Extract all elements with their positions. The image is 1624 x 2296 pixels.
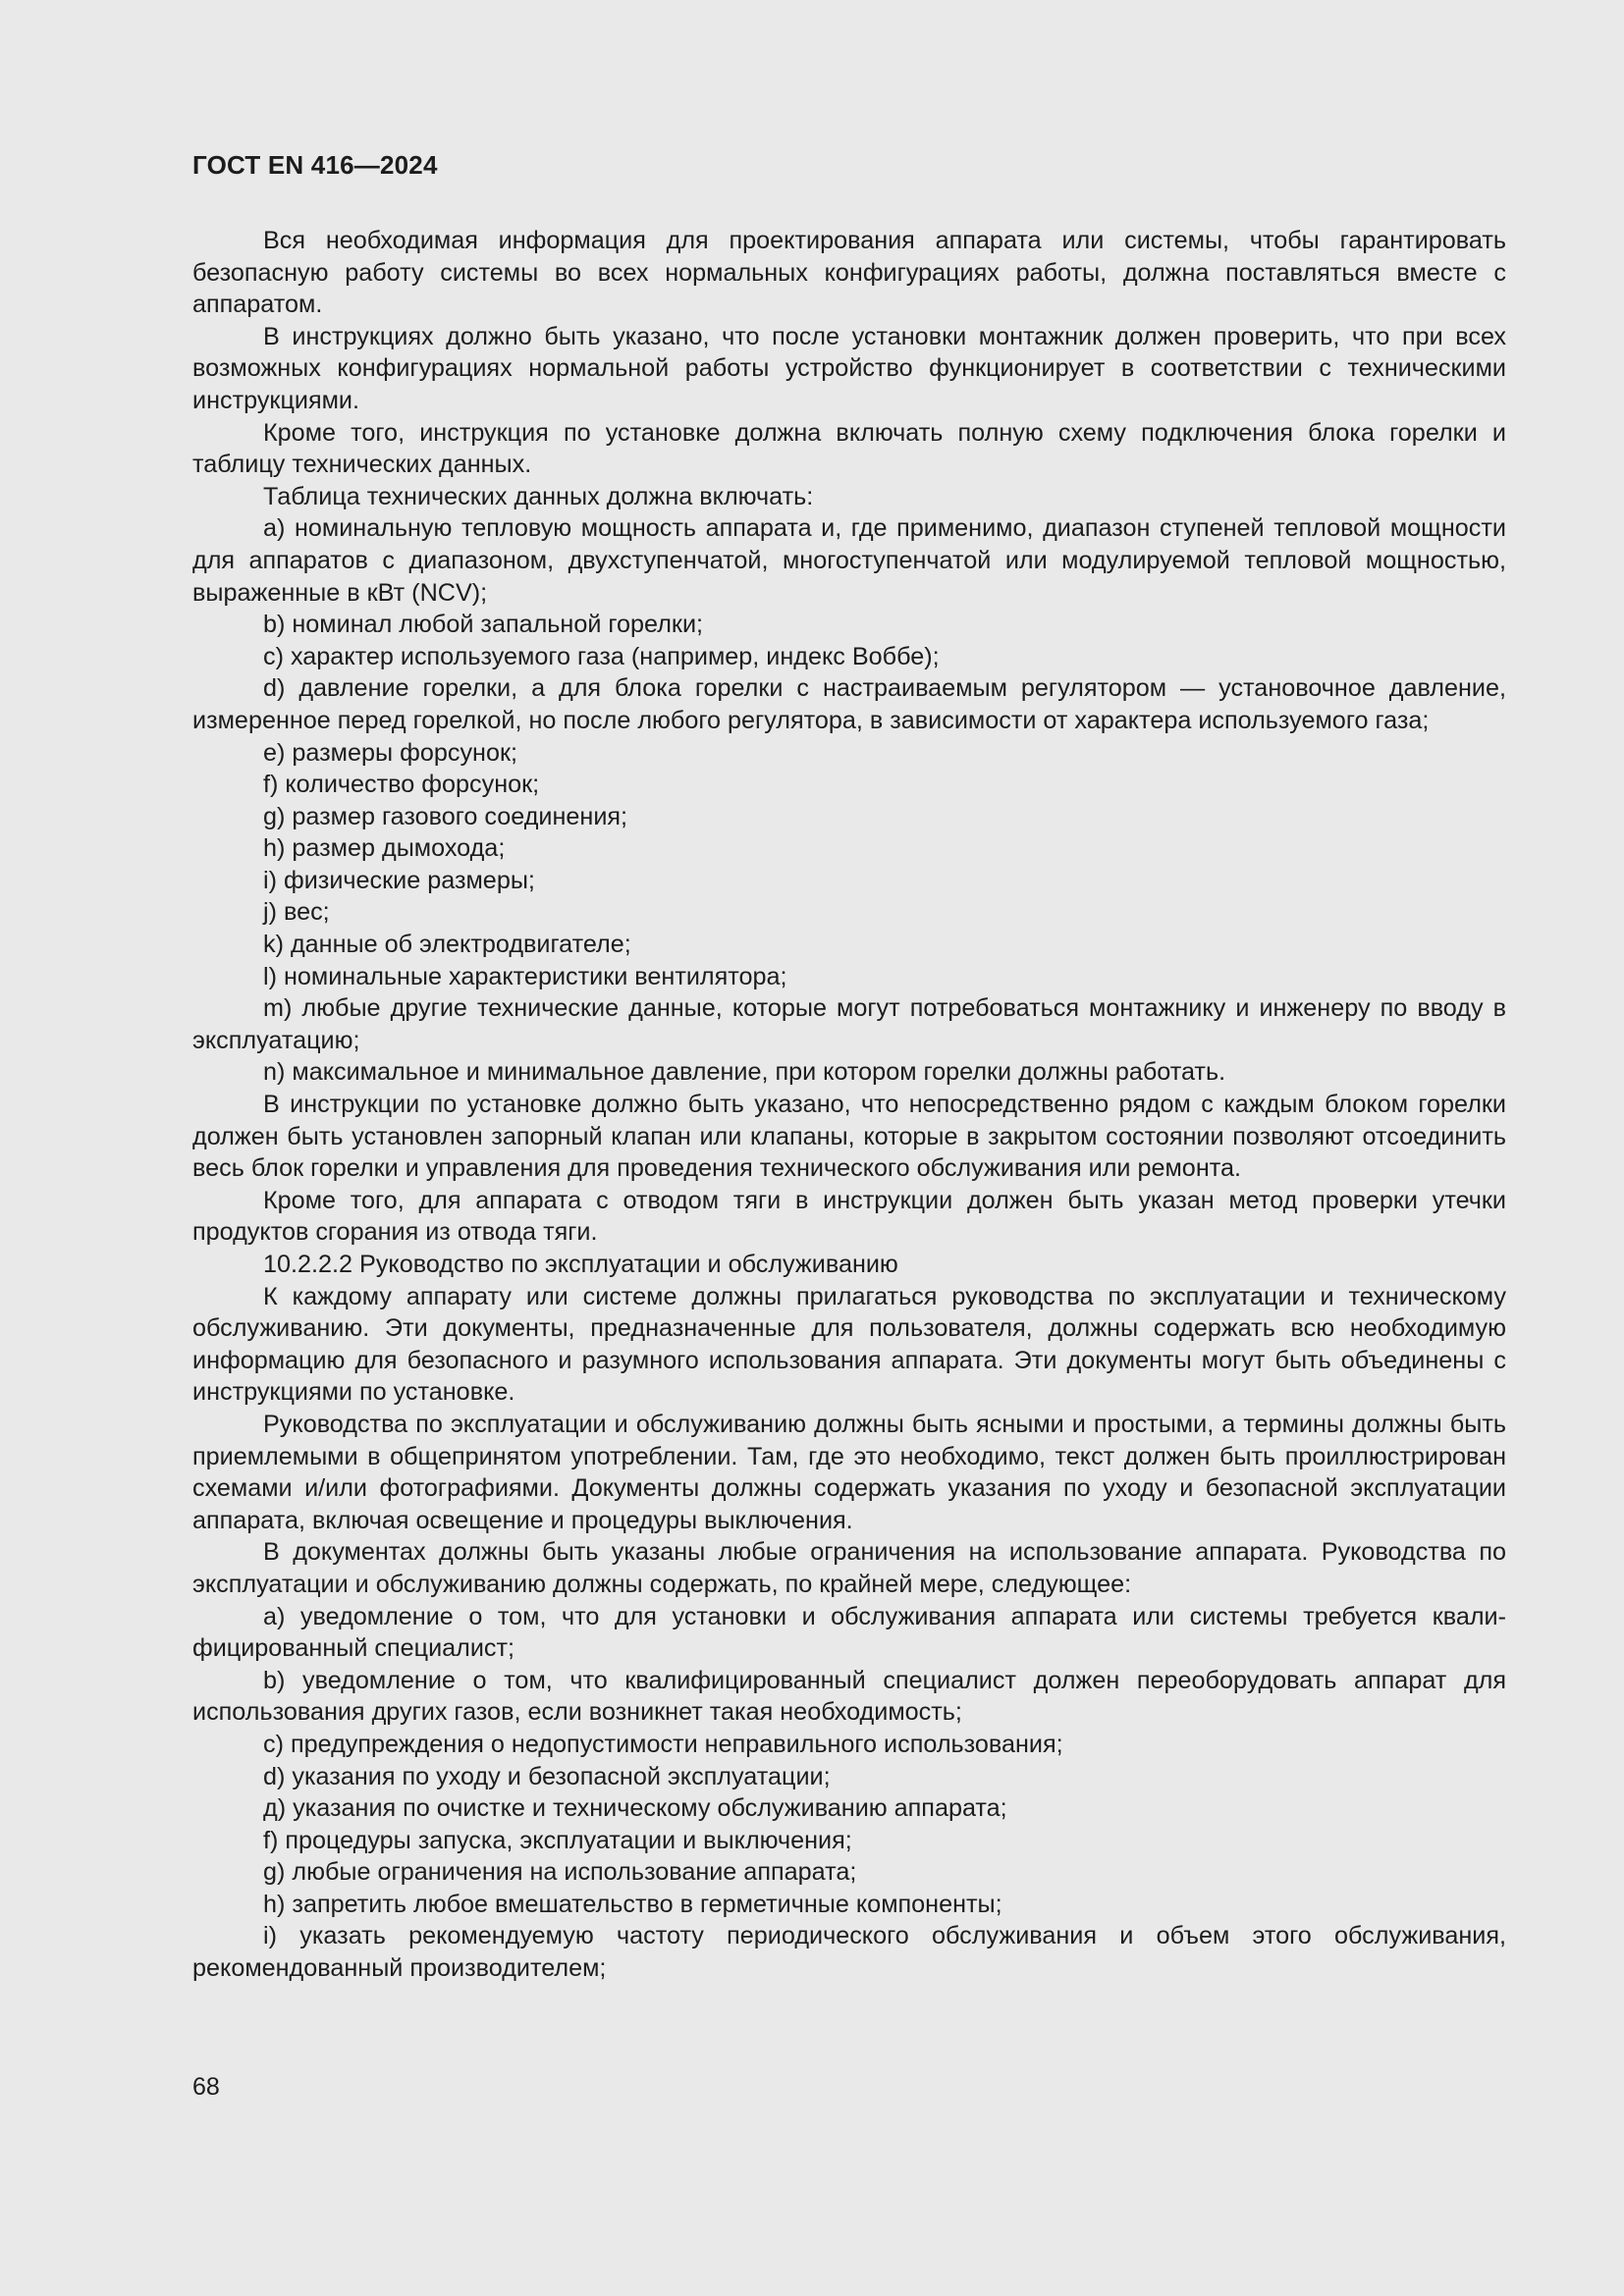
list-item: a) номинальную тепловую мощность аппарата и, где применимо, диапазон ступеней тепловой мощности для аппаратов с диапазоном, двухступенчатой, многоступенчатой или модулируемой тепловой мощностью, выраженные в кВт (NCV); (192, 514, 1506, 607)
paragraph: В документах должны быть указаны любые ограничения на использование аппарата. Руководства по эксплуатации и обслуживанию должны содержать, по крайней мере, следующее: (192, 1538, 1506, 1598)
list-item: g) любые ограничения на использование аппарата; (263, 1858, 857, 1887)
page-number: 68 (192, 2073, 220, 2101)
paragraph: К каждому аппарату или системе должны прилагаться руководства по эксплуатации и техническому обслуживанию. Эти документы, предназначенные для пользователя, должны содержать всю необходимую информацию для безопасного и разумного использования аппарата. Эти документы могут быть объединены с инструкциями по установке. (192, 1282, 1506, 1407)
list-item: f) количество форсунок; (263, 771, 540, 799)
paragraph: Таблица технических данных должна включать: (263, 482, 814, 510)
list-item: d) указания по уходу и безопасной эксплуатации; (263, 1762, 831, 1790)
list-item: b) номинал любой запальной горелки; (263, 611, 704, 639)
list-item: g) размер газового соединения; (263, 802, 628, 830)
list-item: m) любые другие технические данные, которые могут потребоваться монтажнику и инженеру по вводу в эксплуатацию; (192, 994, 1506, 1054)
list-item: i) указать рекомендуемую частоту периодического обслуживания и объем этого обслуживания, рекомендованный производителем; (192, 1922, 1506, 1983)
list-item: h) запретить любое вмешательство в герметичные компоненты; (263, 1890, 1002, 1918)
paragraph: Вся необходимая информация для проектирования аппарата или системы, чтобы гарантировать безопасную работу системы во всех нормальных конфигурациях работы, должна поставляться вместе с аппаратом. (192, 227, 1506, 319)
list-item: д) указания по очистке и техническому обслуживанию аппарата; (263, 1794, 1007, 1823)
paragraph: Кроме того, инструкция по установке должна включать полную схему подключения блока горелки и таблицу технических данных. (192, 418, 1506, 479)
list-item: a) уведомление о том, что для установки и обслуживания аппарата или системы требуется квалифицированный специалист; (192, 1602, 1506, 1663)
list-item: c) характер используемого газа (например, индекс Воббе); (263, 642, 940, 670)
list-item: c) предупреждения о недопустимости неправильного использования; (263, 1730, 1063, 1758)
paragraph: В инструкции по установке должно быть указано, что непосредственно рядом с каждым блоком горелки должен быть установлен запорный клапан или клапаны, которые в закрытом состоянии позволяют отсоединить весь блок горелки и управления для проведения технического обслуживания или ремонта. (192, 1091, 1506, 1183)
paragraph: Руководства по эксплуатации и обслуживанию должны быть ясными и простыми, а термины должны быть приемлемыми в общепринятом употреблении. Там, где это необходимо, текст должен быть проиллюстрирован схемами и/или фотографиями. Документы должны содержать указания по уходу и безопасной эксплуатации аппарата, включая освещение и процедуры выключения. (192, 1410, 1506, 1534)
list-item: e) размеры форсунок; (263, 738, 517, 767)
list-item: k) данные об электродвигателе; (263, 931, 631, 959)
list-item: d) давление горелки, а для блока горелки с настраиваемым регулятором — установочное давление, измеренное перед горелкой, но после любого регулятора, в зависимости от характера используемого газа; (192, 674, 1506, 734)
list-item: j) вес; (263, 898, 330, 927)
paragraph: Кроме того, для аппарата с отводом тяги в инструкции должен быть указан метод проверки утечки продуктов сгорания из отвода тяги. (192, 1186, 1506, 1247)
list-item: l) номинальные характеристики вентилятора; (263, 962, 787, 990)
section-heading: 10.2.2.2 Руководство по эксплуатации и обслуживанию (263, 1251, 898, 1278)
paragraph: В инструкциях должно быть указано, что после установки монтажник должен проверить, что при всех возможных конфигурациях нормальной работы устройство функционирует в соответствии с техническими инструкциями. (192, 322, 1506, 414)
document-header: ГОСТ EN 416—2024 (192, 150, 438, 180)
list-item: h) размер дымохода; (263, 834, 506, 863)
document-body (192, 225, 1506, 1985)
list-item: b) уведомление о том, что квалифицированный специалист должен переоборудовать аппарат для использования других газов, если возникнет такая необходимость; (192, 1666, 1506, 1727)
list-item: n) максимальное и минимальное давление, при котором горелки должны работать. (263, 1058, 1226, 1087)
list-item: f) процедуры запуска, эксплуатации и выключения; (263, 1826, 852, 1854)
list-item: i) физические размеры; (263, 866, 535, 894)
